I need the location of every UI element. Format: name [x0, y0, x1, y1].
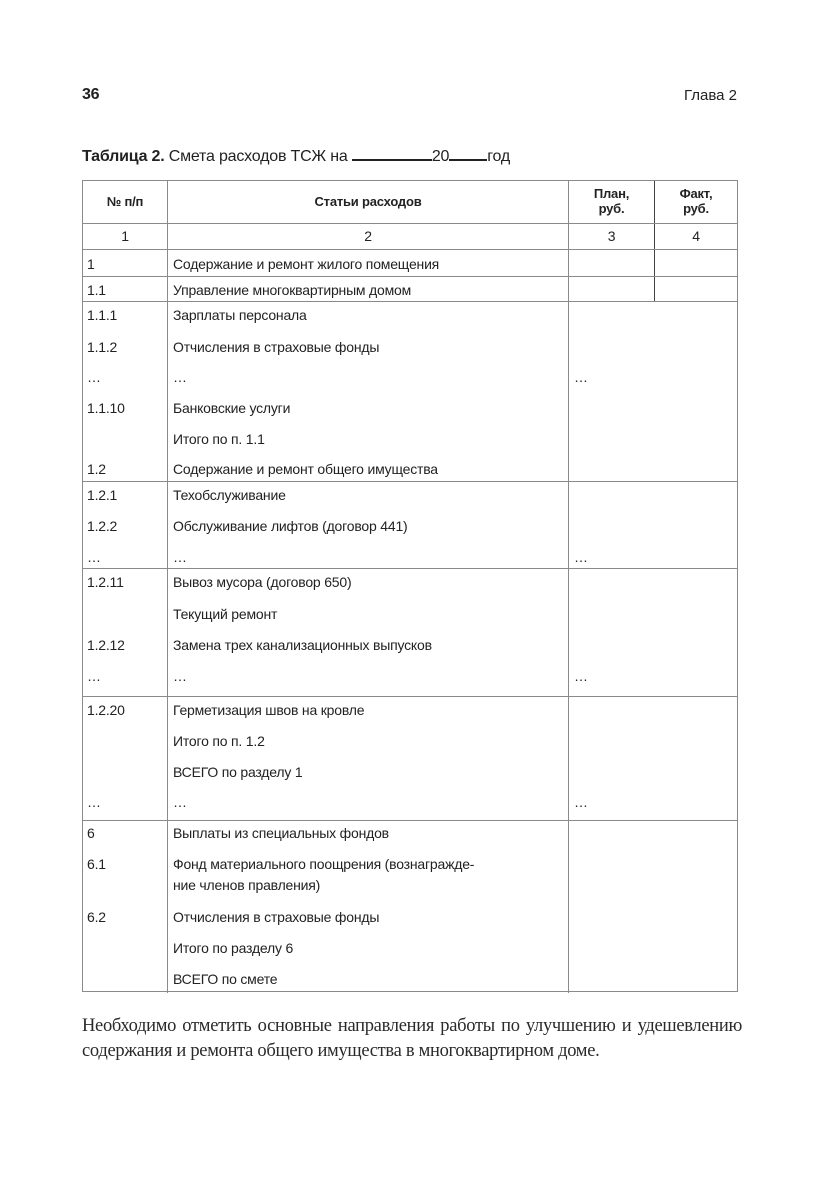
row-divider [83, 249, 737, 250]
table-caption [82, 145, 510, 166]
row-item: … [173, 668, 187, 684]
row-number: 1.2 [87, 461, 106, 477]
row-item: Зарплаты персонала [173, 307, 307, 323]
row-item: Итого по п. 1.1 [173, 431, 265, 447]
blank-field-year [449, 145, 487, 161]
row-item: ВСЕГО по смете [173, 971, 278, 987]
row-item: Текущий ремонт [173, 606, 278, 622]
row-plan: … [574, 549, 588, 565]
row-item: … [173, 369, 187, 385]
row-divider [83, 568, 737, 569]
column-number-4: 4 [692, 228, 700, 244]
column-header-fact [655, 186, 737, 216]
row-number: 1.2.11 [87, 574, 124, 590]
row-item: Содержание и ремонт общего имущества [173, 461, 438, 477]
body-paragraph: Необходимо отметить основные направления работы по улучшению и удешевлению содержания и ремонта общего имущества в многоквартирном доме. [82, 1016, 742, 1061]
year-prefix: 20 [431, 148, 450, 165]
row-item: … [173, 794, 187, 810]
column-divider-1 [167, 181, 168, 993]
row-number: 1.2.2 [87, 518, 118, 534]
year-suffix: год [487, 148, 511, 165]
row-number: 1 [87, 256, 95, 272]
row-divider [83, 481, 737, 482]
column-header-number: № п/п [106, 194, 144, 209]
row-item: Итого по разделу 6 [173, 940, 294, 956]
column-header-fact-line1: Факт, [679, 186, 713, 201]
column-number-1: 1 [121, 228, 129, 244]
row-number: 6 [87, 825, 95, 841]
row-item: Управление многоквартирным домом [173, 282, 412, 298]
column-header-plan-line2: руб. [598, 201, 625, 216]
row-item: Замена трех канализационных выпусков [173, 637, 432, 653]
row-item: Содержание и ремонт жилого помещения [173, 256, 440, 272]
table-caption-label: Таблица 2. [82, 148, 165, 165]
row-item: Банковские услуги [173, 400, 291, 416]
row-divider [83, 696, 737, 697]
blank-field-date [352, 145, 432, 161]
row-item-line2: ние членов правления) [173, 877, 321, 893]
column-number-2: 2 [364, 228, 372, 244]
header-divider [83, 223, 737, 224]
row-item-line1: Фонд материального поощрения (вознагражде- [173, 856, 475, 872]
row-item: Техобслуживание [173, 487, 286, 503]
column-header-plan-line1: План, [593, 186, 630, 201]
row-item: Итого по п. 1.2 [173, 733, 265, 749]
row-divider [83, 301, 737, 302]
row-number: 6.1 [87, 856, 106, 872]
column-header-item: Статьи расходов [314, 194, 422, 209]
row-item [173, 856, 474, 894]
row-item: Обслуживание лифтов (договор 441) [173, 518, 408, 534]
row-number: … [87, 549, 101, 565]
row-plan: … [574, 794, 588, 810]
row-item: Вывоз мусора (договор 650) [173, 574, 352, 590]
row-divider [83, 276, 737, 277]
row-item: … [173, 549, 187, 565]
row-number: 1.1.10 [87, 400, 125, 416]
page-number: 36 [82, 86, 100, 103]
row-plan: … [574, 668, 588, 684]
budget-table [82, 180, 738, 992]
row-plan: … [574, 369, 588, 385]
column-header-fact-line2: руб. [683, 201, 709, 216]
row-number: 6.2 [87, 909, 106, 925]
row-number: 1.2.12 [87, 637, 125, 653]
row-number: … [87, 369, 101, 385]
row-item: ВСЕГО по разделу 1 [173, 764, 303, 780]
column-divider-2 [568, 181, 569, 993]
row-item: Герметизация швов на кровле [173, 702, 365, 718]
row-number: 1.2.1 [87, 487, 118, 503]
column-number-3: 3 [607, 228, 616, 244]
row-divider [83, 820, 737, 821]
row-number: 1.1 [87, 282, 106, 298]
row-number: … [87, 794, 101, 810]
table-caption-text: Смета расходов ТСЖ на [168, 148, 348, 165]
row-number: … [87, 668, 101, 684]
column-header-plan [569, 186, 654, 216]
row-number: 1.1.2 [87, 339, 118, 355]
row-item: Отчисления в страховые фонды [173, 339, 380, 355]
running-head: Глава 2 [683, 87, 737, 104]
row-number: 1.2.20 [87, 702, 125, 718]
row-number: 1.1.1 [87, 307, 118, 323]
row-item: Выплаты из специальных фондов [173, 825, 389, 841]
row-item: Отчисления в страховые фонды [173, 909, 380, 925]
